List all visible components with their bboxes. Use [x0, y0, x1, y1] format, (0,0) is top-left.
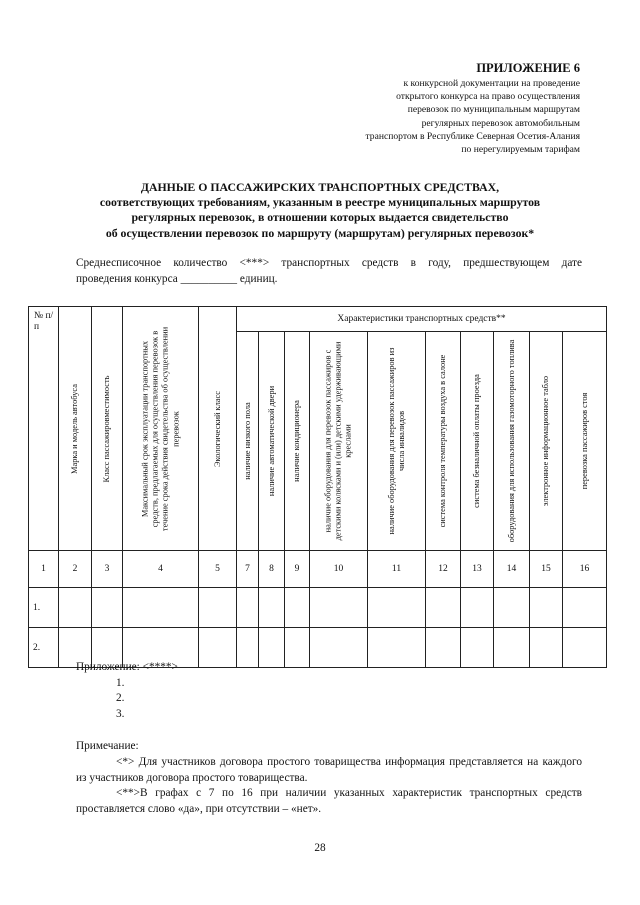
col-header-low-floor: наличие низкого пола	[237, 332, 259, 551]
column-number: 12	[426, 551, 461, 588]
table-cell[interactable]	[259, 588, 285, 628]
table-cell[interactable]	[461, 628, 494, 668]
table-cell[interactable]	[59, 588, 92, 628]
attachments-label: Приложение: <****>	[76, 661, 178, 673]
notes-block	[76, 739, 582, 818]
col-header-eco-class: Экологический класс	[199, 307, 237, 551]
table-cell[interactable]	[310, 628, 368, 668]
column-number: 2	[59, 551, 92, 588]
column-number: 1	[29, 551, 59, 588]
table-cell[interactable]	[310, 588, 368, 628]
col-header-air-conditioner: наличие кондиционера	[285, 332, 310, 551]
col-header-disabled-equipment: наличие оборудования для перевозок пассажиров из числа инвалидов	[368, 332, 426, 551]
table-cell[interactable]	[237, 628, 259, 668]
table-cell[interactable]	[92, 588, 123, 628]
column-number: 10	[310, 551, 368, 588]
column-number: 13	[461, 551, 494, 588]
col-header-max-term: Максимальный срок эксплуатации транспортных средств, предлагаемых для осуществления перевозок в течение срока действия свидетельства об осуществлении перевозок	[123, 307, 199, 551]
characteristics-header: Характеристики транспортных средств**	[237, 307, 607, 332]
col-header-standing-passengers: перевозка пассажиров стоя	[563, 332, 607, 551]
table-cell[interactable]	[494, 628, 530, 668]
table-cell[interactable]	[237, 588, 259, 628]
column-numbers-row	[29, 551, 607, 588]
table-row	[29, 588, 607, 628]
row-number: 1.	[29, 588, 59, 628]
table-cell[interactable]	[285, 628, 310, 668]
table-cell[interactable]	[426, 628, 461, 668]
intro-line-2: проведения конкурса __________ единиц.	[76, 272, 278, 285]
col-header-cashless-payment: система безналичной оплаты проезда	[461, 332, 494, 551]
page-number: 28	[314, 842, 326, 854]
table-cell[interactable]	[530, 628, 563, 668]
row-number: 2.	[29, 628, 59, 668]
col-header-stroller-equipment: наличие оборудования для перевозок пассажиров с детскими колясками и (или) детскими удерживающими креслами	[310, 332, 368, 551]
table-cell[interactable]	[199, 588, 237, 628]
note-paragraph-1: <*> Для участников договора простого товарищества информация представляется на каждого из участников договора простого товарищества.	[76, 755, 582, 784]
attachment-item: 2.	[116, 692, 125, 705]
col-header-brand: Марка и модель автобуса	[59, 307, 92, 551]
heading-line: об осуществлении перевозок по маршруту (маршрутам) регулярных перевозок*	[105, 225, 535, 240]
appendix-line: регулярных перевозок автомобильным	[421, 117, 580, 129]
attachment-item: 1.	[116, 676, 125, 689]
heading-line: соответствующих требованиям, указанным в реестре муниципальных маршрутов	[99, 195, 541, 210]
column-number: 3	[92, 551, 123, 588]
table-cell[interactable]	[461, 588, 494, 628]
intro-line-1: Среднесписочное количество <***> транспортных средств в году, предшествующем дате	[76, 257, 582, 269]
col-header-temperature-control: система контроля температуры воздуха в салоне	[426, 332, 461, 551]
vehicles-table	[28, 306, 607, 668]
col-header-number: № п/п	[29, 307, 59, 551]
column-number: 4	[123, 551, 199, 588]
column-number: 9	[285, 551, 310, 588]
appendix-line: транспортом в Республике Северная Осетия-Алания	[365, 130, 580, 142]
attachment-item: 3.	[116, 708, 125, 721]
appendix-title: ПРИЛОЖЕНИЕ 6	[476, 61, 580, 75]
column-number: 5	[199, 551, 237, 588]
column-number: 8	[259, 551, 285, 588]
note-paragraph-2: <**>В графах с 7 по 16 при наличии указанных характеристик транспортных средств проставляется слово «да», при отсутствии – «нет».	[76, 787, 582, 816]
table-cell[interactable]	[494, 588, 530, 628]
appendix-line: перевозок по муниципальным маршрутам	[407, 104, 580, 116]
col-header-auto-door: наличие автоматической двери	[259, 332, 285, 551]
appendix-line: к конкурсной документации на проведение	[403, 78, 580, 89]
heading-line: ДАННЫЕ О ПАССАЖИРСКИХ ТРАНСПОРТНЫХ СРЕДСТВАХ,	[140, 180, 500, 194]
appendix-block	[280, 60, 580, 156]
table-cell[interactable]	[285, 588, 310, 628]
col-header-class: Класс пассажировместимость	[92, 307, 123, 551]
heading-line: регулярных перевозок, в отношении которых выдается свидетельство	[131, 210, 509, 225]
column-number: 14	[494, 551, 530, 588]
document-heading	[60, 180, 580, 241]
notes-label: Примечание:	[76, 740, 139, 752]
table-cell[interactable]	[259, 628, 285, 668]
col-header-info-board: электронное информационное табло	[530, 332, 563, 551]
column-number: 15	[530, 551, 563, 588]
column-number: 7	[237, 551, 259, 588]
table-cell[interactable]	[199, 628, 237, 668]
intro-paragraph	[76, 256, 582, 287]
table-cell[interactable]	[368, 628, 426, 668]
appendix-line: открытого конкурса на право осуществления	[396, 91, 580, 103]
table-cell[interactable]	[368, 588, 426, 628]
column-number: 16	[563, 551, 607, 588]
appendix-line: по нерегулируемым тарифам	[461, 144, 580, 156]
col-header-gas-fuel: оборудования для использования газомоторного топлива	[494, 332, 530, 551]
column-number: 11	[368, 551, 426, 588]
table-cell[interactable]	[123, 588, 199, 628]
table-cell[interactable]	[426, 588, 461, 628]
attachments-block	[76, 660, 178, 723]
table-cell[interactable]	[530, 588, 563, 628]
table-cell[interactable]	[563, 588, 607, 628]
table-cell[interactable]	[563, 628, 607, 668]
